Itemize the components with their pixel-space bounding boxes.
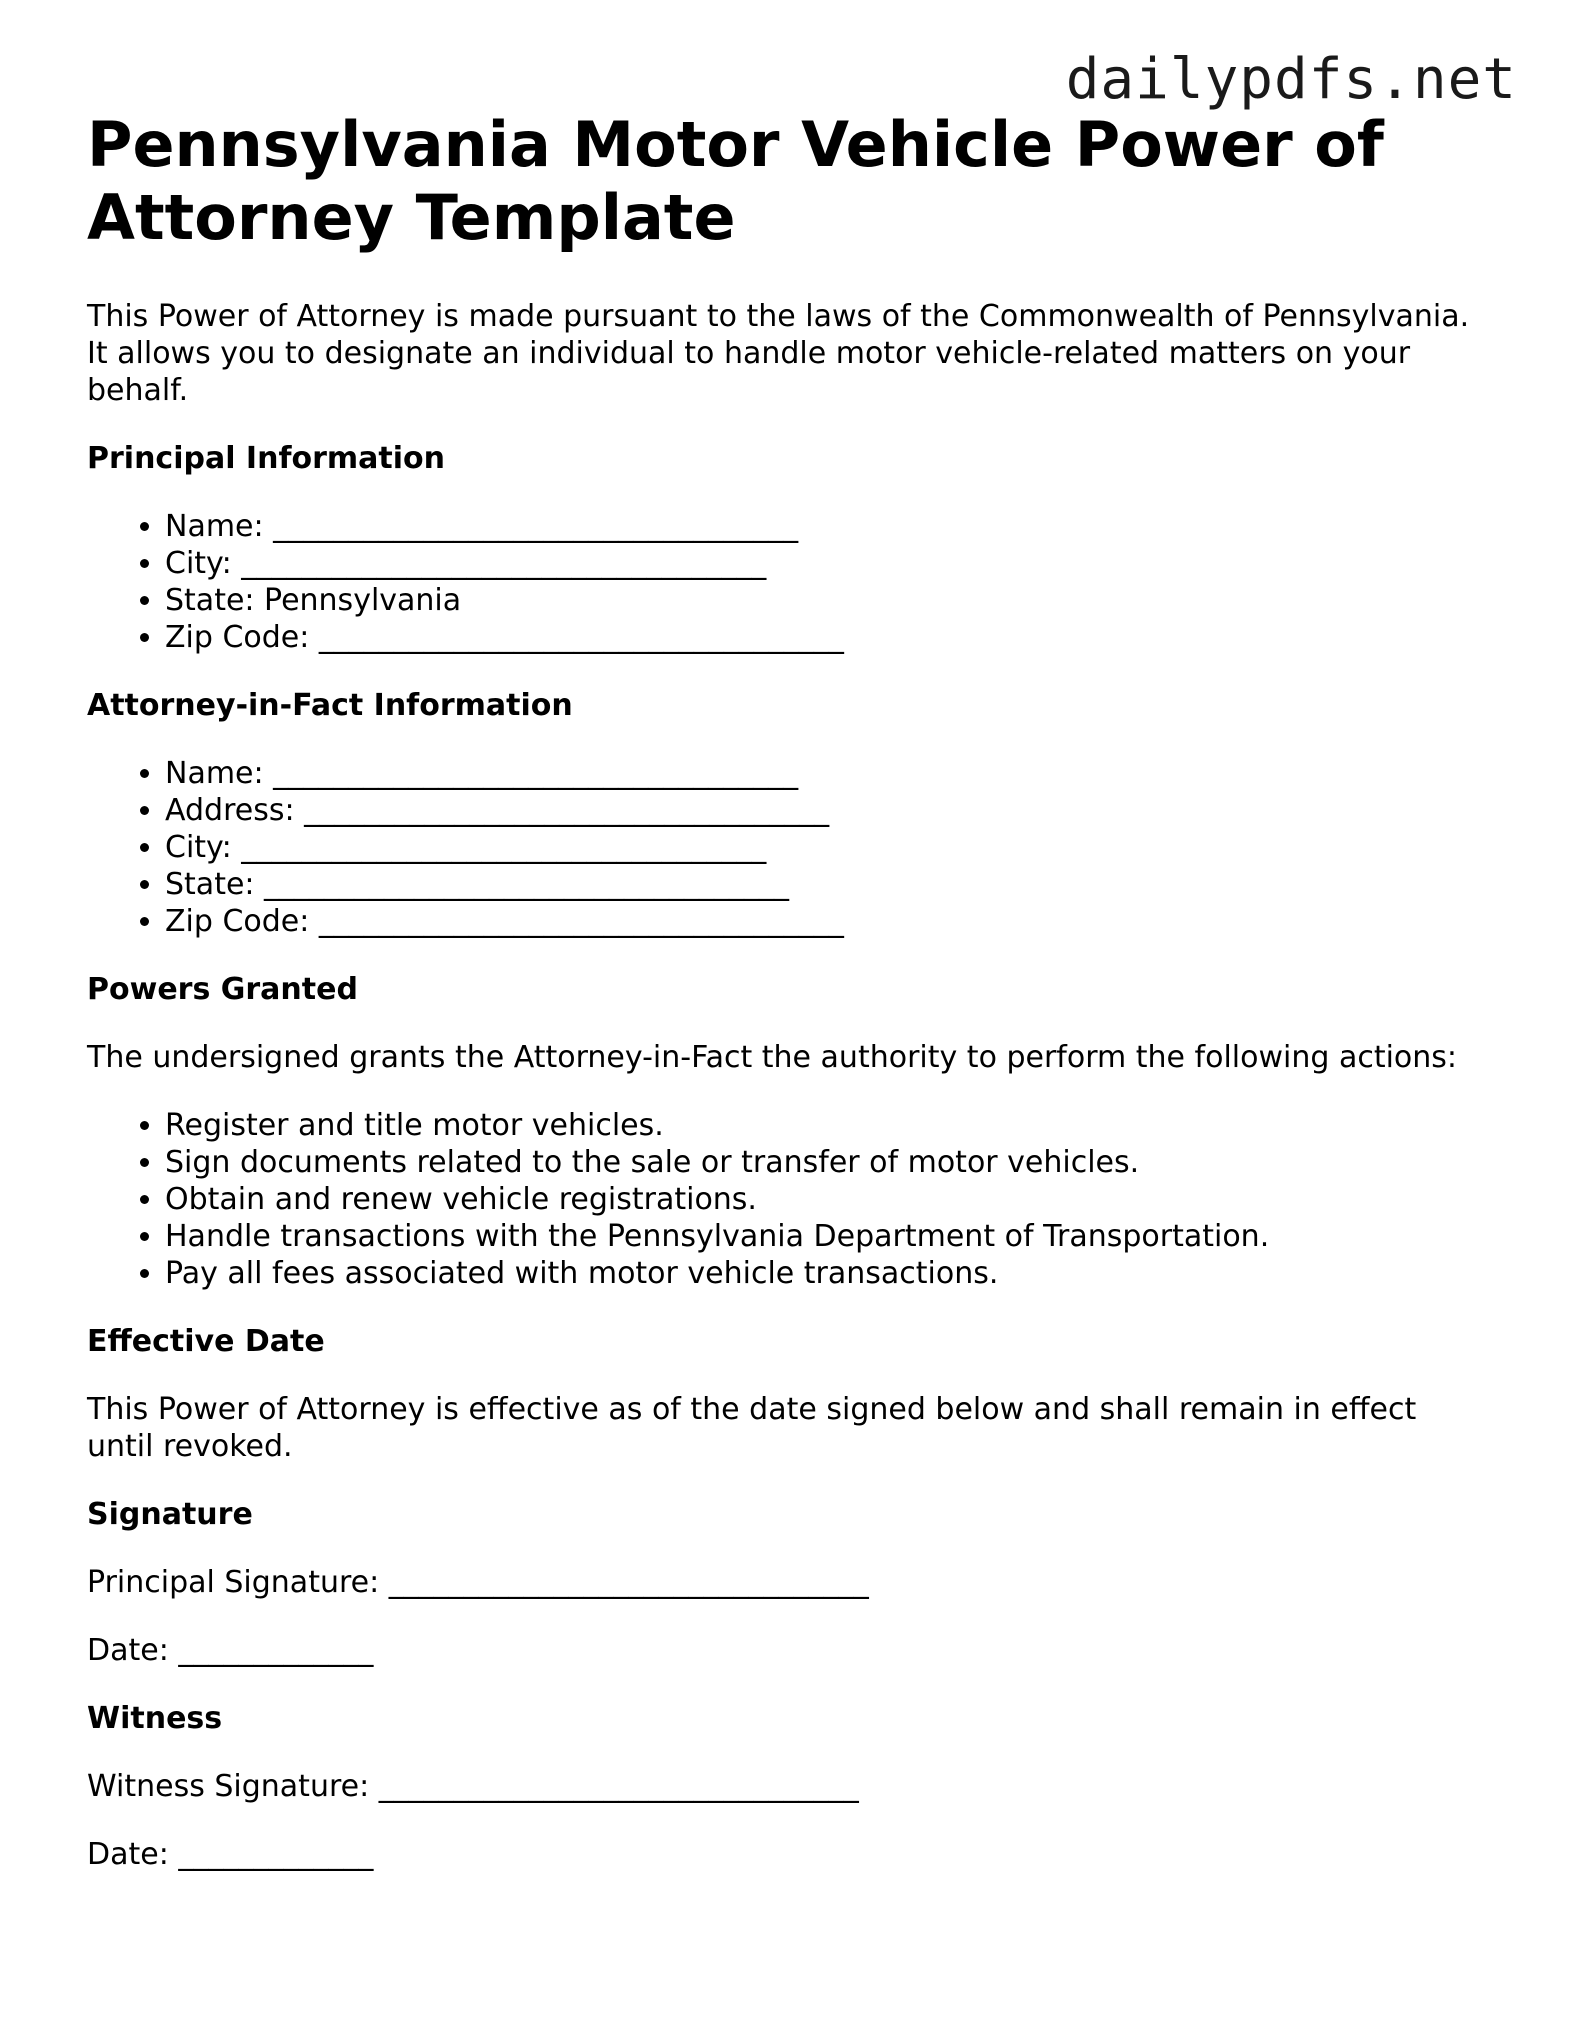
principal-list	[87, 508, 1487, 656]
principal-zip-field: • Zip Code: ___________________________________	[165, 619, 1487, 656]
attorney-list	[87, 755, 1487, 940]
power-item: • Obtain and renew vehicle registrations.	[165, 1181, 1487, 1218]
power-item: • Sign documents related to the sale or transfer of motor vehicles.	[165, 1144, 1487, 1181]
powers-list	[87, 1107, 1487, 1292]
witness-date-line: Date: _____________	[87, 1837, 374, 1872]
intro-paragraph: This Power of Attorney is made pursuant to the laws of the Commonwealth of Pennsylvania. It allows you to designate an individual to handle motor vehicle-related matters on your behalf.	[87, 299, 1470, 408]
principal-state-field: • State: Pennsylvania	[165, 582, 1487, 619]
powers-paragraph: The undersigned grants the Attorney-in-Fact the authority to perform the following actions:	[87, 1040, 1458, 1075]
principal-date-line: Date: _____________	[87, 1633, 374, 1668]
attorney-zip-field: • Zip Code: ___________________________________	[165, 903, 1487, 940]
principal-name-field: • Name: ___________________________________	[165, 508, 1487, 545]
attorney-address-field: • Address: ___________________________________	[165, 792, 1487, 829]
attorney-heading: Attorney-in-Fact Information	[87, 688, 573, 723]
effective-heading: Effective Date	[87, 1324, 325, 1359]
signature-heading: Signature	[87, 1497, 253, 1532]
principal-heading: Principal Information	[87, 441, 446, 476]
effective-paragraph: This Power of Attorney is effective as of the date signed below and shall remain in effect until revoked.	[87, 1392, 1417, 1464]
attorney-state-field: • State: ___________________________________	[165, 866, 1487, 903]
principal-city-field: • City: ___________________________________	[165, 545, 1487, 582]
power-item: • Handle transactions with the Pennsylvania Department of Transportation.	[165, 1218, 1487, 1255]
power-item: • Register and title motor vehicles.	[165, 1107, 1487, 1144]
page-title: Pennsylvania Motor Vehicle Power of Attorney Template	[87, 108, 1384, 254]
witness-signature-line: Witness Signature: ________________________________	[87, 1769, 859, 1804]
document-body	[87, 108, 1487, 1873]
attorney-name-field: • Name: ___________________________________	[165, 755, 1487, 792]
power-item: • Pay all fees associated with motor vehicle transactions.	[165, 1255, 1487, 1292]
powers-heading: Powers Granted	[87, 972, 358, 1007]
watermark: dailypdfs.net	[1065, 47, 1517, 112]
attorney-city-field: • City: ___________________________________	[165, 829, 1487, 866]
witness-heading: Witness	[87, 1701, 223, 1736]
principal-signature-line: Principal Signature: ________________________________	[87, 1565, 869, 1600]
